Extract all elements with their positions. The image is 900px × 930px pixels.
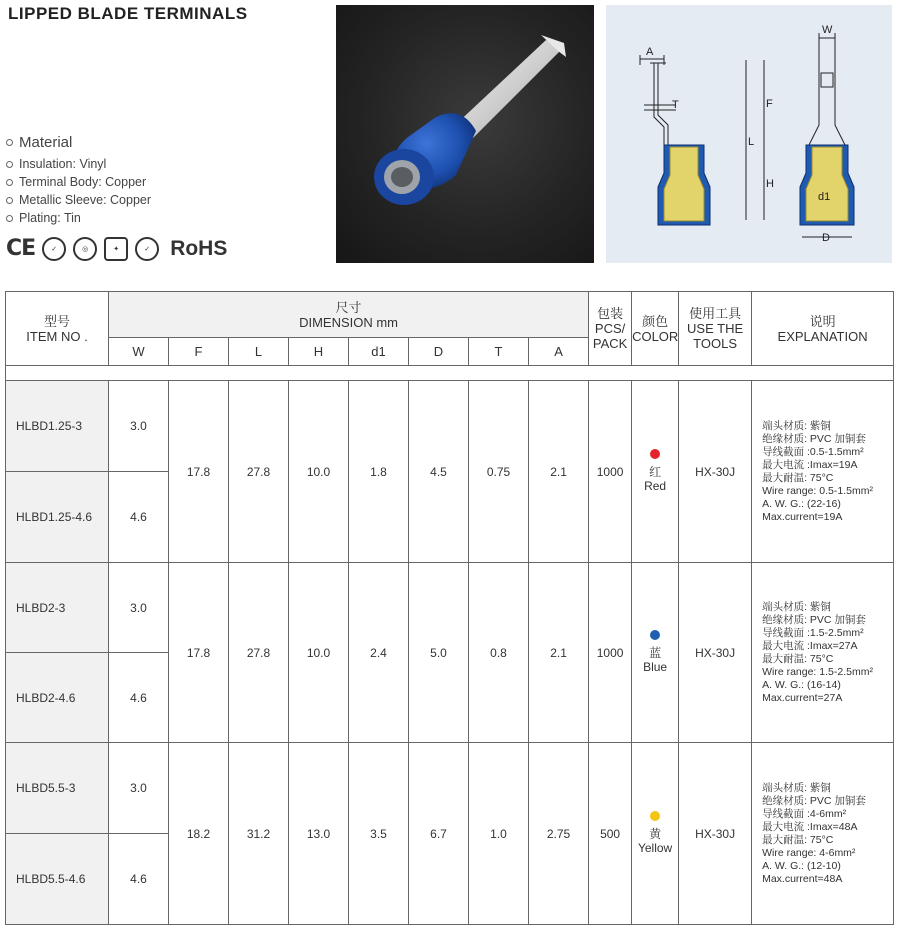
d1-cell: 3.5: [349, 743, 409, 925]
dim-label-a: A: [646, 46, 654, 58]
pack-cell: 1000: [589, 381, 632, 563]
color-en-label: Yellow: [637, 841, 673, 855]
dimension-diagram: [606, 5, 892, 263]
color-cn-label: 蓝: [649, 646, 662, 660]
material-list: [6, 134, 151, 227]
header-dim-t: T: [469, 338, 529, 366]
material-item-label: Insulation: Vinyl: [19, 157, 107, 171]
header-pack: [589, 292, 632, 366]
material-item-label: Terminal Body: Copper: [19, 175, 147, 189]
dim-label-w: W: [822, 24, 833, 36]
material-item-plating: [6, 209, 151, 227]
explanation-line: Max.current=27A: [762, 691, 843, 704]
header-dimension-cn: 尺寸: [335, 299, 362, 315]
item-no-cell: HLBD5.5-4.6: [6, 834, 109, 925]
f-cell: 17.8: [169, 563, 229, 743]
d-cell: 4.5: [409, 381, 469, 563]
a-cell: 2.1: [529, 381, 589, 563]
explanation-line: 绝缘材质: PVC 加铜套: [762, 613, 866, 626]
color-en-label: Blue: [643, 660, 668, 674]
table-row: [6, 381, 894, 472]
w-cell: 3.0: [109, 743, 169, 834]
item-no-cell: HLBD2-4.6: [6, 653, 109, 743]
color-cn-label: 红: [649, 465, 662, 479]
header-color-en: COLOR: [632, 328, 679, 344]
specification-table: [5, 291, 894, 925]
explanation-line: A. W. G.: (12-10): [762, 859, 841, 872]
page-title: LIPPED BLADE TERMINALS: [8, 4, 248, 23]
material-item-terminal-body: [6, 173, 151, 191]
red-color-dot-icon: [650, 449, 660, 459]
dim-label-t: T: [672, 99, 679, 111]
explanation-line: Wire range: 0.5-1.5mm²: [762, 484, 873, 497]
header-dim-l: L: [229, 338, 289, 366]
certification-logos: [6, 236, 227, 261]
explanation-line: 导线截面 :0.5-1.5mm²: [762, 445, 864, 458]
lipped-blade-terminal-photo: [336, 5, 594, 263]
header-tools-en1: USE THE: [687, 321, 744, 336]
header-dim-w: W: [109, 338, 169, 366]
bullet-icon: [6, 215, 13, 222]
explanation-line: 最大耐温: 75°C: [762, 652, 834, 665]
rohs-mark: RoHS: [170, 236, 228, 260]
header-pack-en2: PACK: [592, 336, 628, 351]
explanation-line: A. W. G.: (16-14): [762, 678, 841, 691]
table-row: [6, 743, 894, 834]
bullet-icon: [6, 179, 13, 186]
explanation-line: Max.current=19A: [762, 510, 843, 523]
quality-certification-icon: ✦: [104, 237, 128, 261]
d-cell: 6.7: [409, 743, 469, 925]
w-cell: 4.6: [109, 834, 169, 925]
l-cell: 27.8: [229, 381, 289, 563]
explanation-line: Wire range: 1.5-2.5mm²: [762, 665, 873, 678]
header-dim-d: D: [409, 338, 469, 366]
explanation-line: 导线截面 :4-6mm²: [762, 807, 847, 820]
header-dim-f: F: [169, 338, 229, 366]
pack-cell: 500: [589, 743, 632, 925]
explanation-line: 绝缘材质: PVC 加铜套: [762, 432, 866, 445]
dim-label-f: F: [766, 98, 773, 110]
a-cell: 2.75: [529, 743, 589, 925]
w-cell: 4.6: [109, 472, 169, 563]
header-pack-cn: 包装: [597, 306, 624, 321]
header-dim-a: A: [529, 338, 589, 366]
spacer-cell: [6, 366, 894, 381]
h-cell: 10.0: [289, 563, 349, 743]
explanation-line: Max.current=48A: [762, 872, 843, 885]
product-photo: [336, 5, 594, 263]
header-color-cn: 颜色: [642, 313, 669, 329]
explanation-line: 绝缘材质: PVC 加铜套: [762, 794, 866, 807]
header-explanation-cn: 说明: [809, 313, 836, 329]
d-cell: 5.0: [409, 563, 469, 743]
explanation-line: 最大耐温: 75°C: [762, 471, 834, 484]
item-no-cell: HLBD1.25-3: [6, 381, 109, 472]
explanation-line: 最大耐温: 75°C: [762, 833, 834, 846]
explanation-line: 最大电流 :Imax=48A: [762, 820, 858, 833]
color-en-label: Red: [644, 479, 667, 493]
dim-label-d: D: [822, 232, 830, 244]
cqc-certification-icon: ✓: [42, 237, 66, 261]
explanation-line: 最大电流 :Imax=19A: [762, 458, 858, 471]
color-cell: [632, 381, 679, 563]
table-row: [6, 563, 894, 653]
header-explanation-en: EXPLANATION: [777, 328, 868, 344]
explanation-cell: [752, 563, 894, 743]
sgs-certification-icon: ✓: [135, 237, 159, 261]
bullet-icon: [6, 197, 13, 204]
header-dim-d1: d1: [349, 338, 409, 366]
h-cell: 13.0: [289, 743, 349, 925]
ccc-certification-icon: ◎: [73, 237, 97, 261]
h-cell: 10.0: [289, 381, 349, 563]
material-item-metallic-sleeve: [6, 191, 151, 209]
t-cell: 1.0: [469, 743, 529, 925]
header-item-no: [6, 292, 109, 366]
f-cell: 18.2: [169, 743, 229, 925]
t-cell: 0.8: [469, 563, 529, 743]
explanation-line: 端头材质: 紫铜: [762, 600, 831, 613]
tool-cell: HX-30J: [679, 743, 752, 925]
color-cell: [632, 743, 679, 925]
header-tools-en2: TOOLS: [693, 336, 737, 351]
material-item-label: Metallic Sleeve: Copper: [19, 193, 152, 207]
material-heading-label: Material: [19, 134, 73, 151]
bullet-icon: [6, 161, 13, 168]
w-cell: 3.0: [109, 563, 169, 653]
explanation-line: 导线截面 :1.5-2.5mm²: [762, 626, 864, 639]
header-tools: [679, 292, 752, 366]
material-item-label: Plating: Tin: [19, 211, 81, 225]
explanation-line: 最大电流 :Imax=27A: [762, 639, 858, 652]
d1-cell: 1.8: [349, 381, 409, 563]
tool-cell: HX-30J: [679, 381, 752, 563]
material-heading: [6, 134, 151, 151]
header-spacer: [6, 366, 894, 381]
item-no-cell: HLBD2-3: [6, 563, 109, 653]
header-dimension: [109, 292, 589, 338]
item-no-cell: HLBD1.25-4.6: [6, 472, 109, 563]
header-tools-cn: 使用工具: [689, 306, 742, 321]
a-cell: 2.1: [529, 563, 589, 743]
l-cell: 31.2: [229, 743, 289, 925]
w-cell: 3.0: [109, 381, 169, 472]
header-explanation: [752, 292, 894, 366]
tool-cell: HX-30J: [679, 563, 752, 743]
dim-label-l: L: [748, 136, 755, 148]
explanation-cell: [752, 743, 894, 925]
dim-label-d1: d1: [818, 191, 831, 203]
material-item-insulation: [6, 155, 151, 173]
header-pack-en1: PCS/: [594, 321, 626, 336]
pack-cell: 1000: [589, 563, 632, 743]
f-cell: 17.8: [169, 381, 229, 563]
dim-label-h: H: [766, 178, 774, 190]
w-cell: 4.6: [109, 653, 169, 743]
bullet-icon: [6, 139, 13, 146]
header-color: [632, 292, 679, 366]
explanation-line: 端头材质: 紫铜: [762, 419, 831, 432]
explanation-line: A. W. G.: (22-16): [762, 497, 841, 510]
d1-cell: 2.4: [349, 563, 409, 743]
t-cell: 0.75: [469, 381, 529, 563]
explanation-line: 端头材质: 紫铜: [762, 781, 831, 794]
color-cn-label: 黄: [649, 827, 662, 841]
ce-mark-icon: CE: [6, 236, 36, 261]
header-dim-h: H: [289, 338, 349, 366]
blue-color-dot-icon: [650, 630, 660, 640]
header-item-cn: 型号: [43, 313, 70, 329]
l-cell: 27.8: [229, 563, 289, 743]
color-cell: [632, 563, 679, 743]
terminal-dimension-drawing: [606, 5, 892, 263]
explanation-cell: [752, 381, 894, 563]
item-no-cell: HLBD5.5-3: [6, 743, 109, 834]
header-item-en: ITEM NO .: [26, 328, 88, 344]
header-dimension-en: DIMENSION mm: [299, 314, 399, 330]
yellow-color-dot-icon: [650, 811, 660, 821]
explanation-line: Wire range: 4-6mm²: [762, 846, 856, 859]
